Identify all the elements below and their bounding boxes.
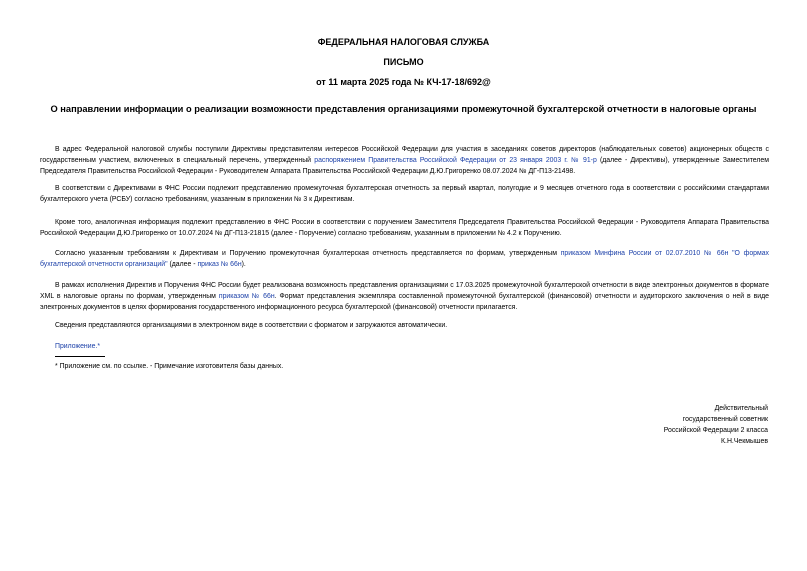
paragraph-text: (далее - Директивы), утвержденные Заместителем Председателя Правительства Российской Федерации - Руководителем Аппарата Правительства Российской Федерации Д.Ю.Григоренко 08.07.2024 № ДГ-П13-21498. [40,157,769,175]
agency-title: ФЕДЕРАЛЬНАЯ НАЛОГОВАЯ СЛУЖБА [317,37,490,47]
link-attachment[interactable]: Приложение.* [55,343,101,350]
link-government-order[interactable]: распоряжением Правительства Российской Федерации от 23 января 2003 г. № 91-р [314,157,597,164]
signature-block [664,403,768,447]
paragraph-attachment [40,341,769,352]
link-order-66n[interactable]: приказ № 66н [197,261,242,268]
paragraph-text: . Формат представления экземпляра составленной промежуточной бухгалтерской (финансовой) отчетности и аудиторского заключения о ней в виде электронных документов в целях формирования государственного информационного ресурса бухгалтерской (финансовой) отчетности прилагается. [40,293,769,311]
signature-line: государственный советник [682,416,768,423]
paragraph-text: В рамках исполнения Директив и Поручения ФНС России будет реализована возможность представления организациями с 17.03.2025 промежуточной бухгалтерской отчетности в виде электронных документов в формате XML в налоговые органы по формам, утвержденным [40,282,769,300]
paragraph-forms [40,248,769,270]
paragraph-xml-format [40,280,769,313]
link-minfin-order[interactable]: приказом Минфина России от 02.07.2010 № 66н "О формах бухгалтерской отчетности организаций" [40,250,770,268]
document-type: ПИСЬМО [383,57,424,67]
document-date-number: от 11 марта 2025 года № КЧ-17-18/692@ [316,77,491,87]
footnote-divider [55,356,105,357]
paragraph-text: (далее - [167,261,198,268]
paragraph-instruction: Кроме того, аналогичная информация подлежит представлению в ФНС России в соответствии с поручением Заместителя Председателя Правительства Российской Федерации - Руководителя Аппарата Правительства Российской Федерации Д.Ю.Григоренко от 10.07.2024 № ДГ-П13-21815 (далее - Поручение) согласно требованиям, указанным в приложении № 4.2 к Поручению. [40,219,769,237]
signature-line: Российской Федерации 2 класса [663,427,768,434]
signer-name: К.Н.Чекмышев [721,438,768,445]
signature-line: Действительный [714,405,768,412]
paragraph-text: Согласно указанным требованиям к Директивам и Поручению промежуточная бухгалтерская отчетность представляется по формам, утвержденным [55,250,561,257]
paragraph-reporting: В соответствии с Директивами в ФНС России подлежит представлению промежуточная бухгалтерская отчетность за первый квартал, полугодие и 9 месяцев отчетного года в соответствии с российскими стандартами бухгалтерского учета (РСБУ) согласно требованиям, указанным в приложении № 3 к Директивам. [40,185,769,203]
paragraph-text: В адрес Федеральной налоговой службы поступили Директивы представителям интересов Российской Федерации для участия в заседаниях советов директоров (наблюдательных советов) акционерных обществ с государственным участием, включенных в специальный перечень, утвержденный [40,146,769,164]
paragraph-directives [40,144,769,177]
link-order-66n-2[interactable]: приказом № 66н [218,293,275,300]
document-subject: О направлении информации о реализации возможности представления организациями промежуточной бухгалтерской отчетности в налоговые органы [50,104,757,114]
paragraph-electronic: Сведения представляются организациями в электронном виде в соответствии с форматом и загружаются автоматически. [55,322,448,329]
paragraph-text: ). [241,261,246,268]
footnote: * Приложение см. по ссылке. - Примечание изготовителя базы данных. [55,363,284,370]
